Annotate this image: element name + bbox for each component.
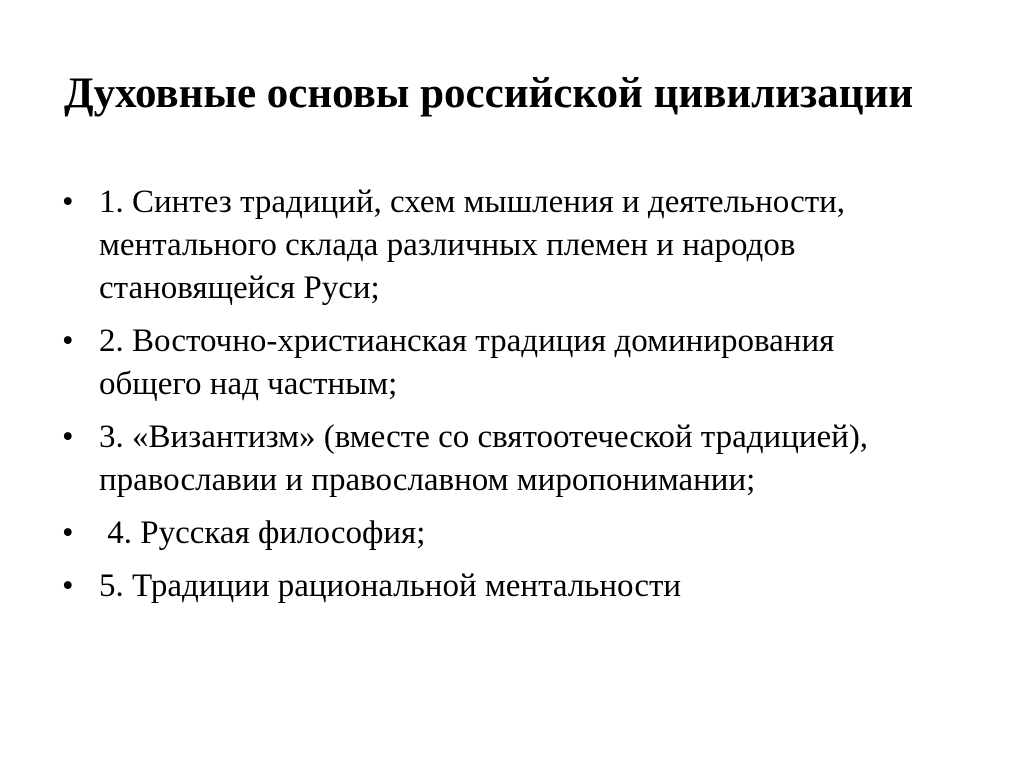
slide-title: Духовные основы российской цивилизации bbox=[64, 70, 914, 117]
bullet-icon: • bbox=[62, 419, 74, 455]
bullet-text-3: 3. «Византизм» (вместе со святоотеческой традицией), православии и православном миропонимании; bbox=[99, 419, 869, 498]
bullet-icon: • bbox=[62, 184, 74, 220]
bullet-item-3 bbox=[62, 416, 942, 502]
bullet-item-4 bbox=[62, 512, 942, 555]
bullet-text-5: 5. Традиции рациональной ментальности bbox=[99, 568, 682, 604]
bullet-text-2: 2. Восточно-христианская традиция доминирования общего над частным; bbox=[99, 323, 835, 402]
bullet-text-4: 4. Русская философия; bbox=[99, 515, 426, 551]
bullet-icon: • bbox=[62, 323, 74, 359]
bullet-item-1 bbox=[62, 181, 942, 310]
bullet-icon: • bbox=[62, 568, 74, 604]
bullet-item-2 bbox=[62, 320, 942, 406]
bullet-list bbox=[62, 181, 942, 618]
bullet-text-1: 1. Синтез традиций, схем мышления и деятельности, ментального склада различных племен и народов становящейся Руси; bbox=[99, 184, 846, 306]
bullet-icon: • bbox=[62, 515, 74, 551]
bullet-item-5 bbox=[62, 565, 942, 608]
